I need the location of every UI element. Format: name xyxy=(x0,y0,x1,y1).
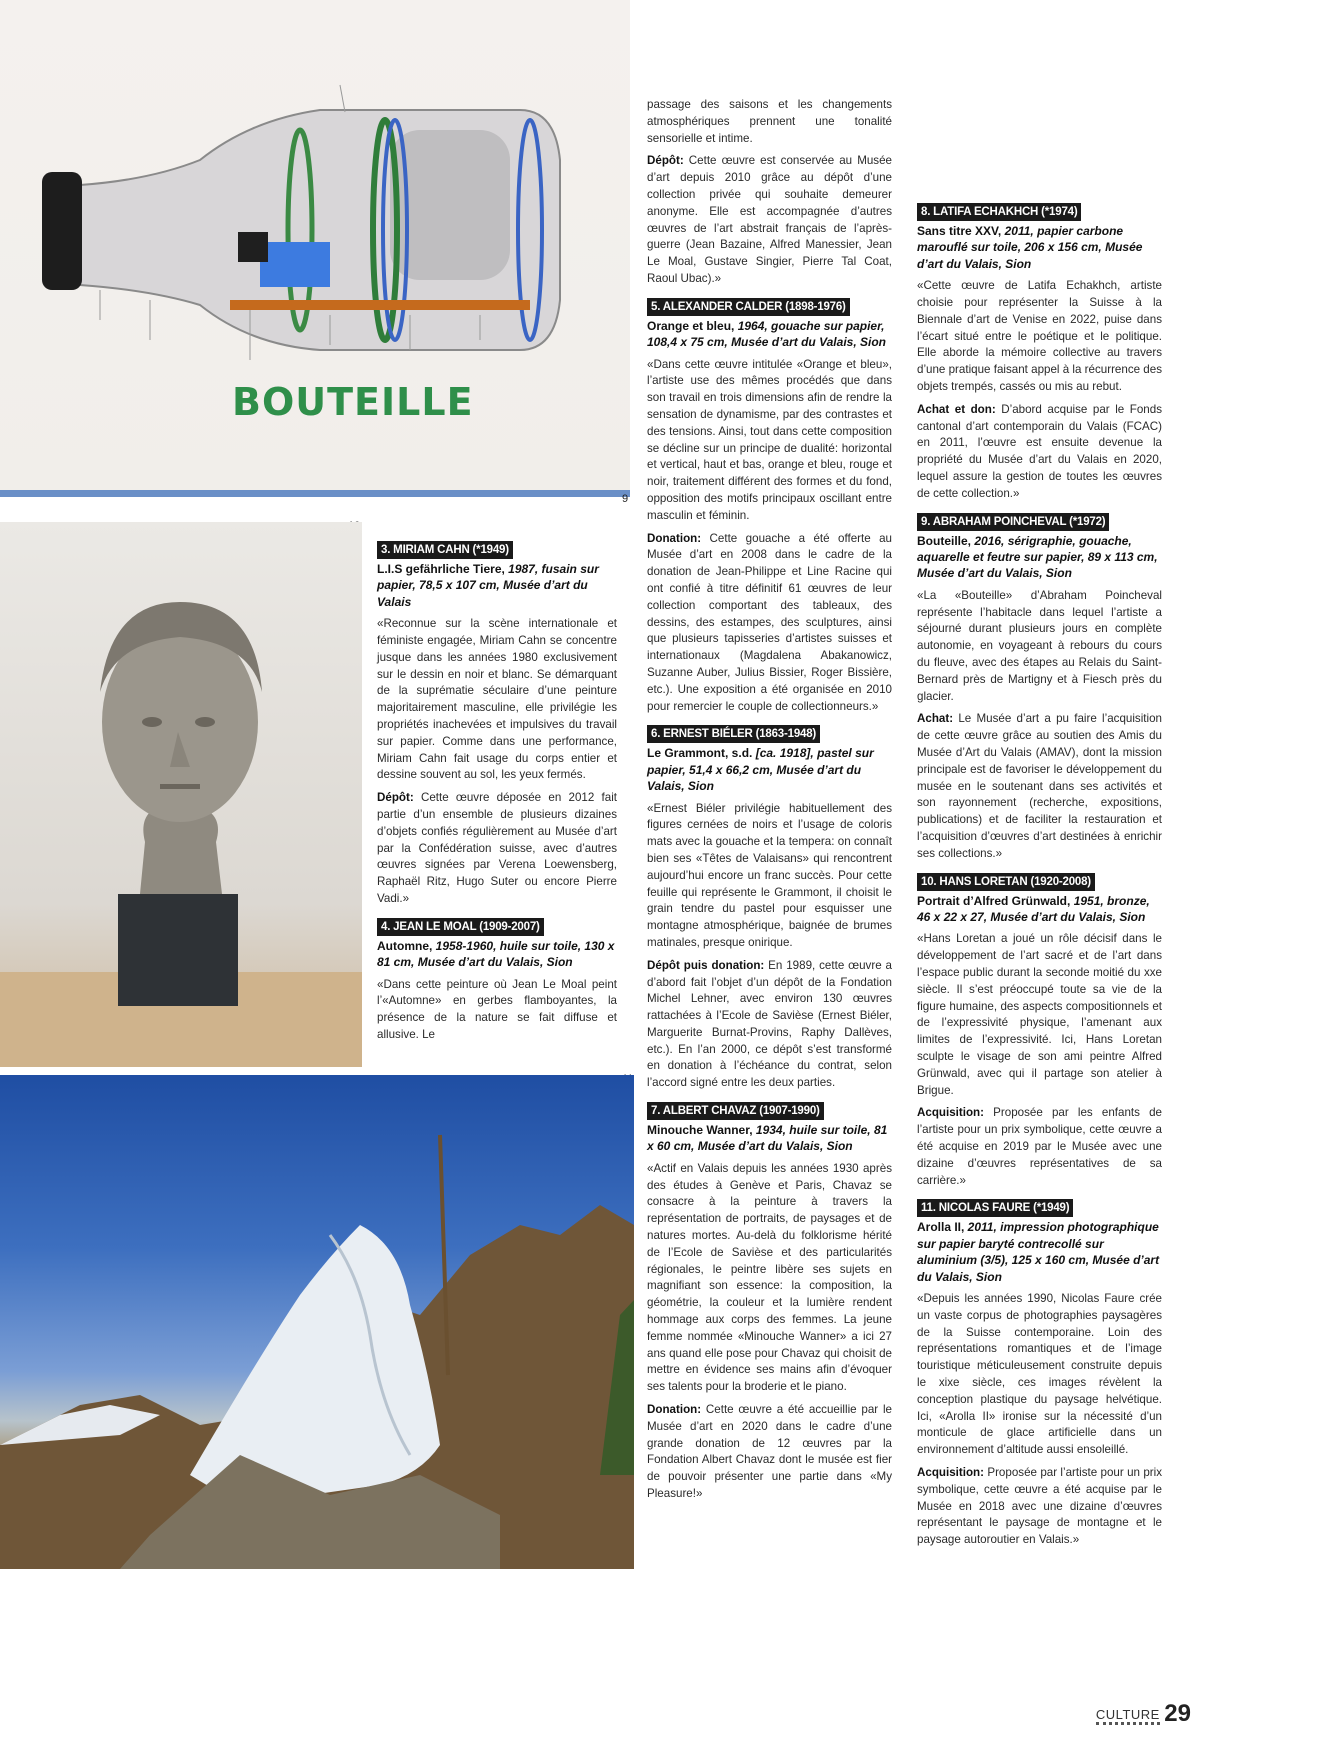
paragraph-loretan: «Hans Loretan a joué un rôle décisif dans le développement de l’art sacré et de l’art dans l’espace public durant la seconde moitié du xxe siècle. Il s’est préoccupé toute sa vie de la figure humaine, des aspects compositionnels et de l’expressivité physique, l’amenant aux limites de l’expressivité. Ici, Hans Loretan sculpte le visage de son ami peintre Alfred Grünwald, avec qui il partage son atelier à Brigue. xyxy=(917,932,1162,1097)
depot-text: Cette œuvre est conservée au Musée d’art depuis 2010 grâce au dépôt d’une collection privée qui souhaite demeurer anonyme. Elle est accompagnée d’autres œuvres de l’art abstrait français de l’après-guerre (Jean Bazaine, Alfred Manessier, Jean Le Moal, Gustave Singier, Pierre Tal Coat, Raoul Ubac).» xyxy=(647,154,892,285)
section-header-calder: 5. ALEXANDER CALDER (1898-1976) xyxy=(647,298,850,316)
paragraph-continuation: passage des saisons et les changements atmosphériques prennent une tonalité sensorielle et intime. xyxy=(647,98,892,145)
label-donation: Donation: xyxy=(647,1403,702,1417)
page-footer xyxy=(1096,1700,1191,1728)
donation-text: Cette œuvre a été accueillie par le Musée d’art en 2020 dans le cadre d’une grande donation de 12 œuvres par la Fondation Albert Chavaz dont le musée est fier de pouvoir présenter une partie dans «My Pleasure!» xyxy=(647,1403,892,1501)
section-header-echakhch: 8. LATIFA ECHAKHCH (*1974) xyxy=(917,203,1081,221)
artwork-meta: 1934, huile sur toile, 81 x 60 cm, Musée d’art du Valais, Sion xyxy=(647,1123,888,1154)
acq-text: D’abord acquise par le Fonds cantonal d’art contemporain du Valais (FCAC) en 2011, l’œuvre est ensuite devenue la propriété du Musée d’art du Valais en 2020, lequel assure la gestion de toutes les œuvres de cette collection.» xyxy=(917,402,1162,500)
label-acquisition: Acquisition: xyxy=(917,1106,984,1120)
section-header-faure: 11. NICOLAS FAURE (*1949) xyxy=(917,1199,1073,1217)
paragraph-calder-donation xyxy=(647,531,892,716)
depot-text: Cette œuvre déposée en 2012 fait partie d’un ensemble de plusieurs dizaines d’objets confiés régulièrement au Musée d’art par la Confédération suisse, avec d’autres œuvres signées par Verena Loewensberg, Raphaël Ritz, Hugo Suter ou encore Pierre Vadi.» xyxy=(377,791,617,905)
arolla-photo-image xyxy=(0,1075,634,1569)
artwork-meta: 2011, papier carbone marouflé sur toile, 206 x 156 cm, Musée d’art du Valais, Sion xyxy=(917,224,1143,271)
artwork-title: Portrait d’Alfred Grünwald, xyxy=(917,893,1071,908)
section-header-bieler: 6. ERNEST BIÉLER (1863-1948) xyxy=(647,725,820,743)
figure-number-9: 9 xyxy=(622,493,629,505)
column-middle xyxy=(647,97,892,1509)
artwork-caption-faure xyxy=(917,1219,1162,1285)
column-left xyxy=(377,537,617,1050)
artwork-meta: 2016, sérigraphie, gouache, aquarelle et feutre sur papier, 89 x 113 cm, Musée d’art du Valais, Sion xyxy=(917,533,1158,581)
artwork-caption-chavaz xyxy=(647,1122,892,1155)
artwork-title: Sans titre XXV, xyxy=(917,224,1002,238)
acq-text: Proposée par les enfants de l’artiste pour un prix symbolique, cette œuvre a été acquise en 2019 par le Musée avec une dizaine d’œuvres représentatives de sa carrière.» xyxy=(917,1106,1162,1187)
artwork-meta: 1958-1960, huile sur toile, 130 x 81 cm, Musée d’art du Valais, Sion xyxy=(377,938,615,970)
paragraph-echakhch: «Cette œuvre de Latifa Echakhch, artiste choisie pour représenter la Suisse à la Biennale d’art de Venise en 2022, puise dans l’écart situé entre le poétique et le politique. Elle aborde la mémoire collective au travers d’une pratique faisant appel à la récurrence des objets trempés, cassés ou mis au rebut. xyxy=(917,279,1162,393)
artwork-meta: 1987, fusain sur papier, 78,5 x 107 cm, Musée d’art du Valais xyxy=(377,562,599,609)
artwork-caption-bieler xyxy=(647,745,892,794)
artwork-title: Orange et bleu, xyxy=(647,318,735,333)
artwork-title: Minouche Wanner, xyxy=(647,1123,753,1138)
section-header-moal: 4. JEAN LE MOAL (1909-2007) xyxy=(377,918,544,936)
paragraph-faure: «Depuis les années 1990, Nicolas Faure crée un vaste corpus de photographies paysagères de la Suisse contemporaine. Loin des représentations romantiques et de l’image touristique méticuleusement construite depuis le xixe siècle, ces images révèlent la conception plastique du paysage helvétique. Ici, «Arolla II» ironise sur la nécessité d’un monticule de glace artificielle dans un environnement d’altitude aussi ensoleillé. xyxy=(917,1291,1162,1457)
artwork-title: Arolla II, xyxy=(917,1220,965,1235)
blue-strip xyxy=(0,490,630,497)
artwork-title: Bouteille, xyxy=(917,533,972,548)
artwork-caption-calder xyxy=(647,318,892,351)
paragraph-poincheval-acq xyxy=(917,711,1162,862)
bottle-label: BOUTEILLE xyxy=(232,380,474,424)
paragraph-echakhch-acq xyxy=(917,402,1162,503)
artwork-meta: [ca. 1918], pastel sur papier, 51,4 x 66,2 cm, Musée d’art du Valais, Sion xyxy=(647,746,874,794)
section-name: CULTURE xyxy=(1096,1707,1160,1725)
artwork-title: Le Grammont, s.d. xyxy=(647,746,753,761)
paragraph-calder: «Dans cette œuvre intitulée «Orange et bleu», l’artiste use des mêmes procédés que dans son travail en trois dimensions afin de rendre la sensation de dynamisme, par des contrastes et des tensions. Ainsi, tout dans cette composition se décline sur un principe de dualité: horizontal et vertical, haut et bas, orange et bleu, rouge et noir, traitement différent des formes et du fond, opposition des motifs principaux oscillant entre masculin et féminin. xyxy=(647,357,892,522)
artwork-title: Automne, xyxy=(377,938,433,953)
bust-drawing xyxy=(0,522,362,1067)
label-achat: Achat: xyxy=(917,712,954,726)
artwork-caption-echakhch xyxy=(917,223,1162,272)
section-header-poincheval: 9. ABRAHAM POINCHEVAL (*1972) xyxy=(917,513,1109,531)
acq-text: Le Musée d’art a pu faire l’acquisition de cette œuvre grâce au soutien des Amis du Musée d’Art du Valais (AMAV), dont la mission principale est de favoriser le développement du musée en le soutenant dans ses activités et son rayonnement (recherche, expositions, publications) et de faciliter la restauration et l’acquisition d’œuvres d’art destinées à enrichir ses collections.» xyxy=(917,712,1162,860)
artwork-meta: 1964, gouache sur papier, 108,4 x 75 cm, Musée d’art du Valais, Sion xyxy=(647,318,886,350)
artwork-caption-loretan xyxy=(917,893,1162,926)
artwork-meta: 2011, impression photographique sur papier baryté contrecollé sur aluminium (3/5), 125 x 160 cm, Musée d’art du Valais, Sion xyxy=(917,1220,1160,1284)
artwork-caption-moal xyxy=(377,938,617,971)
paragraph-intro-depot xyxy=(647,153,892,287)
section-header-loretan: 10. HANS LORETAN (1920-2008) xyxy=(917,873,1095,891)
artwork-caption-cahn xyxy=(377,561,617,610)
paragraph-cahn-depot xyxy=(377,790,617,908)
label-depot-donation: Dépôt puis donation: xyxy=(647,958,765,972)
paragraph-faure-acq xyxy=(917,1465,1162,1549)
bust-sculpture-image xyxy=(0,522,362,1067)
page-number: 29 xyxy=(1164,1700,1191,1727)
artwork-title: L.I.S gefährliche Tiere, xyxy=(377,562,505,576)
artwork-caption-poincheval xyxy=(917,533,1162,582)
section-header-chavaz: 7. ALBERT CHAVAZ (1907-1990) xyxy=(647,1102,824,1120)
label-donation: Donation: xyxy=(647,531,702,545)
artwork-meta: 1951, bronze, 46 x 22 x 27, Musée d’art du Valais, Sion xyxy=(917,893,1150,924)
label-achat-don: Achat et don: xyxy=(917,402,996,416)
paragraph-loretan-acq xyxy=(917,1105,1162,1189)
paragraph-bieler-depot xyxy=(647,958,892,1092)
section-header-cahn: 3. MIRIAM CAHN (*1949) xyxy=(377,541,513,559)
label-acquisition: Acquisition: xyxy=(917,1465,984,1479)
label-depot: Dépôt: xyxy=(647,154,684,168)
paragraph-moal: «Dans cette peinture où Jean Le Moal peint l’«Automne» en gerbes flamboyantes, la présence de la nature se fait diffuse et allusive. Le xyxy=(377,977,617,1041)
depot-text: En 1989, cette œuvre a d’abord fait l’objet d’un dépôt de la Fondation Michel Lehner, avec environ 130 œuvres rattachées à l’Ecole de Savièse (Ernest Biéler, Marguerite Burnat-Provins, Raphy Dallèves, etc.). En l’an 2000, ce dépôt s’est transformé en donation à l’échéance du contrat, selon l’accord signé entre les deux parties. xyxy=(647,958,892,1090)
donation-text: Cette gouache a été offerte au Musée d’art en 2008 dans le cadre de la donation de Jean-Philippe et Line Racine qui ont confié à titre définitif 61 œuvres de leur collection comportant des tableaux, des dessins, des estampes, des sculptures, ainsi que plusieurs tapisseries d’artistes suisses et internationaux (Magdalena Abakanowicz, Suzanne Auber, Julius Bissier, Roger Bissière, etc.). Une exposition a été organisée en 2010 pour remercier le couple de collectionneurs.» xyxy=(647,531,892,713)
bottle-artwork-image xyxy=(0,0,630,497)
paragraph-bieler: «Ernest Biéler privilégie habituellement des figures cernées de noirs et l’usage de coloris mats avec la gouache et la tempera: on connaît bien ses «Têtes de Valaisans» qui rencontrent aujourd’hui encore un franc succès. Pour cette feuille qui représente le Grammont, il choisit le grain tendre du pastel pour esquisser une montagne atmosphérique, baignée de brumes matinales, presque onirique. xyxy=(647,801,892,949)
paragraph-chavaz-donation xyxy=(647,1402,892,1503)
label-depot: Dépôt: xyxy=(377,791,414,805)
column-right xyxy=(917,199,1162,1555)
arolla-landscape xyxy=(0,1075,634,1569)
acq-text: Proposée par l’artiste pour un prix symbolique, cette œuvre a été acquise par le Musée en 2018 avec une dizaine d’œuvres représentant le paysage de montagne et le paysage autoroutier en Valais.» xyxy=(917,1465,1162,1547)
paragraph-poincheval: «La «Bouteille» d’Abraham Poincheval représente l’habitacle dans lequel l’artiste a séjourné durant plusieurs jours en complète autonomie, en voyageant à rebours du cours du fleuve, avec des étapes au Relais du Saint-Bernard près de Martigny et à Fiesch près du glacier. xyxy=(917,588,1162,703)
paragraph-chavaz: «Actif en Valais depuis les années 1930 après des études à Genève et Paris, Chavaz se consacre à la peinture à travers la représentation de portraits, de paysages et de natures mortes. Au-delà du folklorisme hérité de l’Ecole de Savièse et des particularités régionales, le peintre libère ses sujets en magnifiant son essence: la composition, la géométrie, la couleur et la lumière rendent hommage aux corps des femmes. La jeune femme nommée «Minouche Wanner» a ici 27 ans quand elle pose pour Chavaz qui choisit de mettre en évidence ses mains afin d’évoquer ses talents pour la broderie et le piano. xyxy=(647,1161,892,1394)
paragraph-cahn: «Reconnue sur la scène internationale et féministe engagée, Miriam Cahn se concentre jusque dans les années 1980 exclusivement sur le dessin en noir et blanc. Se démarquant de la suprématie séculaire d’une peinture majoritairement masculine, elle privilégie les propriétés inachevées et impulsives du travail sur papier. Comme dans une performance, Miriam Cahn fait usage du corps entier et dessine souvent au sol, les yeux fermés. xyxy=(377,617,617,782)
